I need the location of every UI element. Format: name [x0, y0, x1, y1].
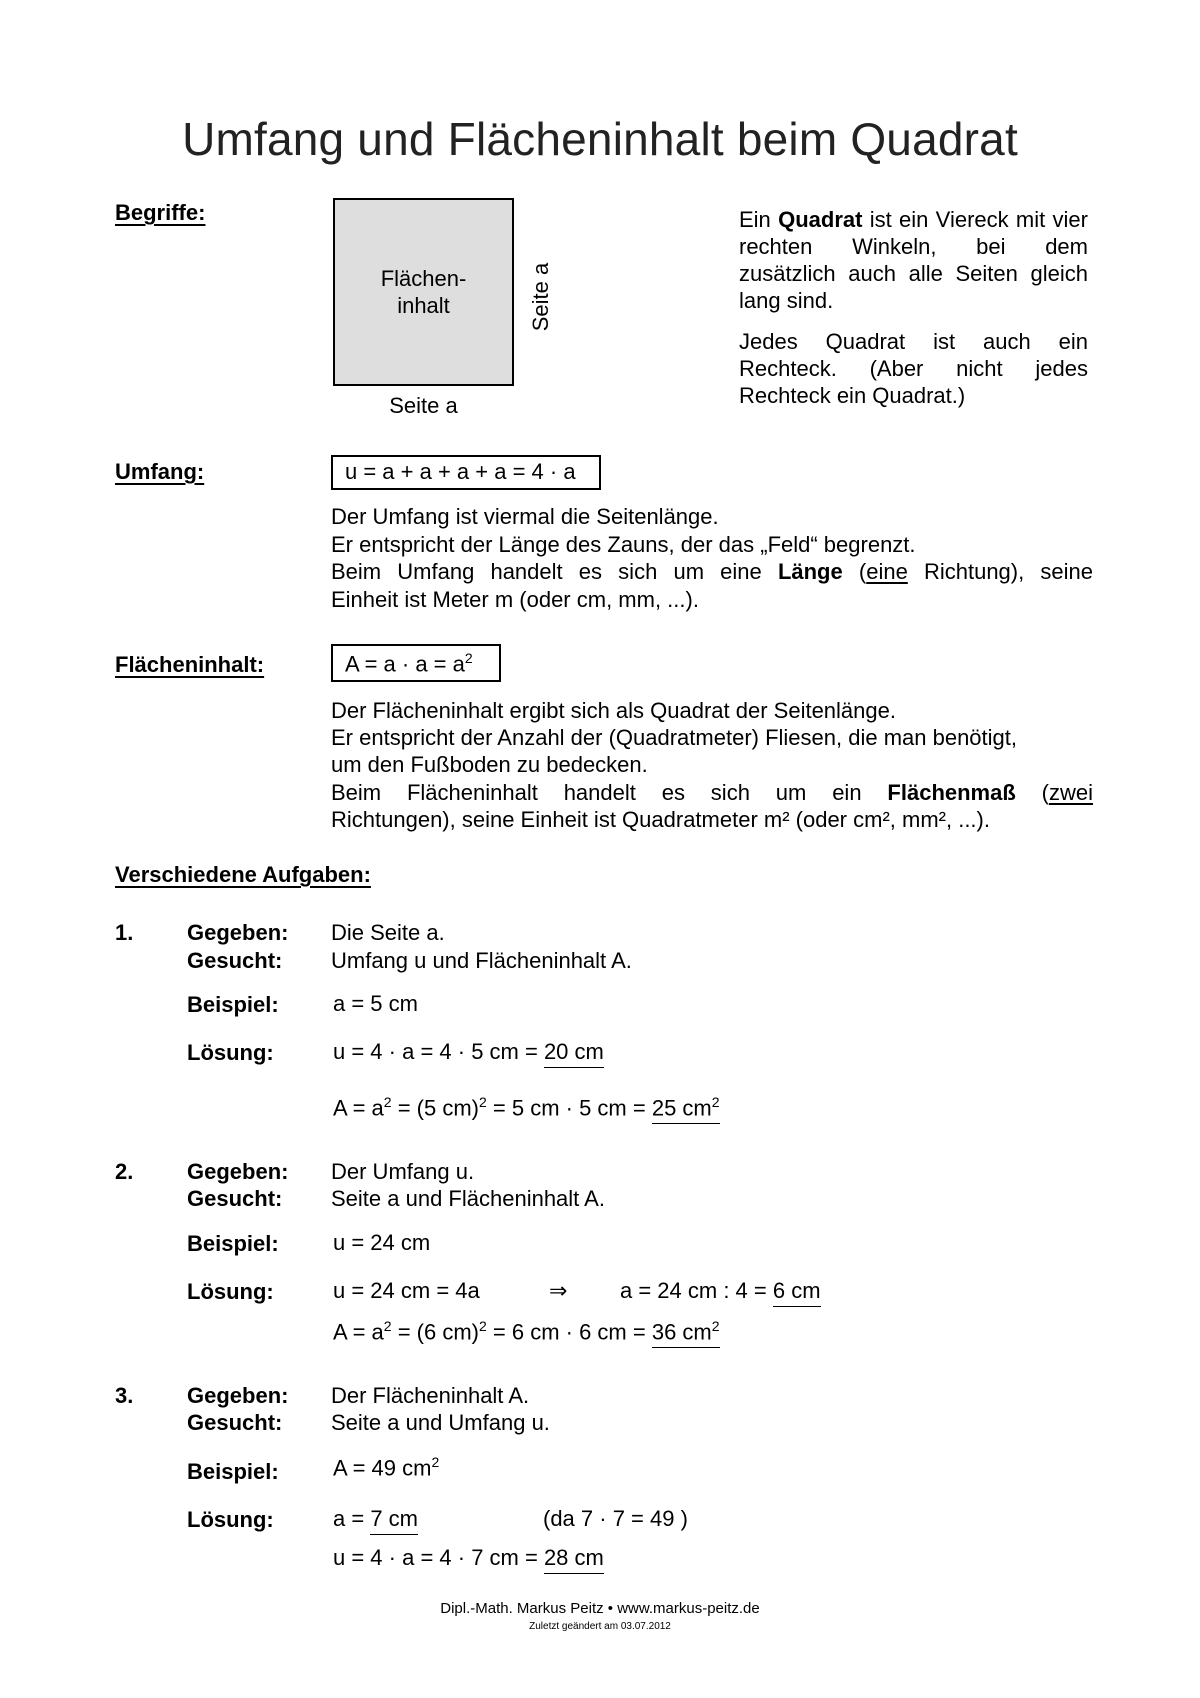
task-3-beispiel: A = 49 $cm^2$	[333, 1454, 440, 1481]
square-text-line-2: inhalt	[397, 293, 450, 318]
task-1-gegeben: Die Seite a.	[331, 920, 445, 945]
task-3-result-2: 28 cm	[544, 1545, 604, 1574]
task-3-solution-1: a = 7 cm	[333, 1506, 418, 1535]
section-label-flaecheninhalt: Flächeninhalt:	[115, 652, 265, 677]
flaeche-formula: $A = a \cdot a = a^2$	[331, 644, 501, 682]
task-2-gesucht-label: Gesucht:	[187, 1186, 283, 1211]
task-3-gegeben-label: Gegeben:	[187, 1383, 289, 1408]
side-label-bottom: Seite a	[389, 393, 458, 418]
task-3-gesucht-label: Gesucht:	[187, 1410, 283, 1435]
square-text-line-1: Flächen-	[380, 266, 467, 291]
flaeche-line-3: um den Fußboden zu bedecken.	[331, 752, 648, 777]
task-3-gegeben: Der Flächeninhalt A.	[331, 1383, 530, 1408]
side-label-right: Seite a	[528, 262, 553, 332]
definition-text	[739, 206, 1088, 409]
task-1-solution-2: $A = a^2 = (5$ cm)$^2$ = 5 cm · 5 cm = 25 $cm^2$	[333, 1094, 720, 1124]
flaeche-line-5: Richtungen), seine Einheit ist Quadratmeter m² (oder cm², mm², ...).	[331, 807, 990, 832]
flaeche-line-2: Er entspricht der Anzahl der (Quadratmeter) Fliesen, die man benötigt,	[331, 725, 1018, 750]
task-1-beispiel-label: Beispiel:	[187, 992, 279, 1017]
footer-author: Dipl.-Math. Markus Peitz • www.markus-peitz.de	[440, 1600, 760, 1617]
umfang-formula: u = a + a + a + a = 4 · a	[331, 455, 601, 490]
umfang-line-3: Beim Umfang handelt es sich um eine Länge (eine Richtung), seine	[331, 559, 1093, 584]
flaeche-line-4: Beim Flächeninhalt handelt es sich um ein Flächenmaß (zwei	[331, 780, 1093, 805]
task-2-gegeben-label: Gegeben:	[187, 1159, 289, 1184]
task-3-solution-2: u = 4 · a = 4 · 7 cm = 28 cm	[333, 1545, 604, 1574]
section-label-aufgaben: Verschiedene Aufgaben:	[115, 862, 371, 887]
task-2-solution-1a: u = 24 cm = 4a	[333, 1278, 480, 1303]
definition-paragraph-1: Ein Quadrat ist ein Viereck mit vier rechten Winkeln, bei dem zusätzlich auch alle Seiten gleich lang sind.	[739, 207, 1088, 313]
task-3-note: (da 7 · 7 = 49 )	[543, 1506, 688, 1531]
task-1-loesung-label: Lösung:	[187, 1040, 274, 1065]
flaeche-line-1: Der Flächeninhalt ergibt sich als Quadrat der Seitenlänge.	[331, 698, 896, 723]
task-2-beispiel: u = 24 cm	[333, 1230, 431, 1255]
task-3-number: 3.	[115, 1383, 134, 1408]
umfang-line-2: Er entspricht der Länge des Zauns, der das „Feld“ begrenzt.	[331, 532, 916, 557]
task-2-result-1: 6 cm	[773, 1278, 821, 1307]
task-1-gesucht-label: Gesucht:	[187, 948, 283, 973]
task-1-beispiel: a = 5 cm	[333, 991, 418, 1016]
task-2-gegeben: Der Umfang u.	[331, 1159, 475, 1184]
umfang-line-4: Einheit ist Meter m (oder cm, mm, ...).	[331, 587, 699, 612]
section-label-begriffe: Begriffe:	[115, 200, 206, 225]
implies-arrow: ⇒	[549, 1278, 568, 1303]
task-1-gegeben-label: Gegeben:	[187, 920, 289, 945]
task-1-result-2: 25 $cm^2$	[652, 1094, 720, 1124]
task-3-beispiel-label: Beispiel:	[187, 1459, 279, 1484]
task-3-loesung-label: Lösung:	[187, 1507, 274, 1532]
task-2-result-2: 36 $cm^2$	[652, 1318, 720, 1348]
page-title: Umfang und Flächeninhalt beim Quadrat	[182, 113, 1018, 165]
task-2-solution-2: $A = a^2 = (6$ cm)$^2$ = 6 cm · 6 cm = 36 $cm^2$	[333, 1318, 720, 1348]
task-2-solution-1b: a = 24 cm : 4 = 6 cm	[620, 1278, 821, 1307]
task-3-result-1: 7 cm	[370, 1506, 418, 1535]
task-1-solution-1: u = 4 · a = 4 · 5 cm = 20 cm	[333, 1039, 604, 1068]
task-1-number: 1.	[115, 920, 134, 945]
task-3-gesucht: Seite a und Umfang u.	[331, 1410, 550, 1435]
footer-date: Zuletzt geändert am 03.07.2012	[529, 1621, 671, 1632]
definition-paragraph-2: Jedes Quadrat ist auch ein Rechteck. (Aber nicht jedes Rechteck ein Quadrat.)	[739, 329, 1088, 408]
task-2-number: 2.	[115, 1159, 134, 1184]
task-1-result-1: 20 cm	[544, 1039, 604, 1068]
task-1-gesucht: Umfang u und Flächeninhalt A.	[331, 948, 632, 973]
square-area-label	[381, 265, 467, 319]
umfang-line-1: Der Umfang ist viermal die Seitenlänge.	[331, 504, 719, 529]
square-diagram	[333, 198, 514, 386]
task-2-beispiel-label: Beispiel:	[187, 1231, 279, 1256]
task-2-loesung-label: Lösung:	[187, 1279, 274, 1304]
task-2-gesucht: Seite a und Flächeninhalt A.	[331, 1186, 605, 1211]
section-label-umfang: Umfang:	[115, 459, 205, 484]
